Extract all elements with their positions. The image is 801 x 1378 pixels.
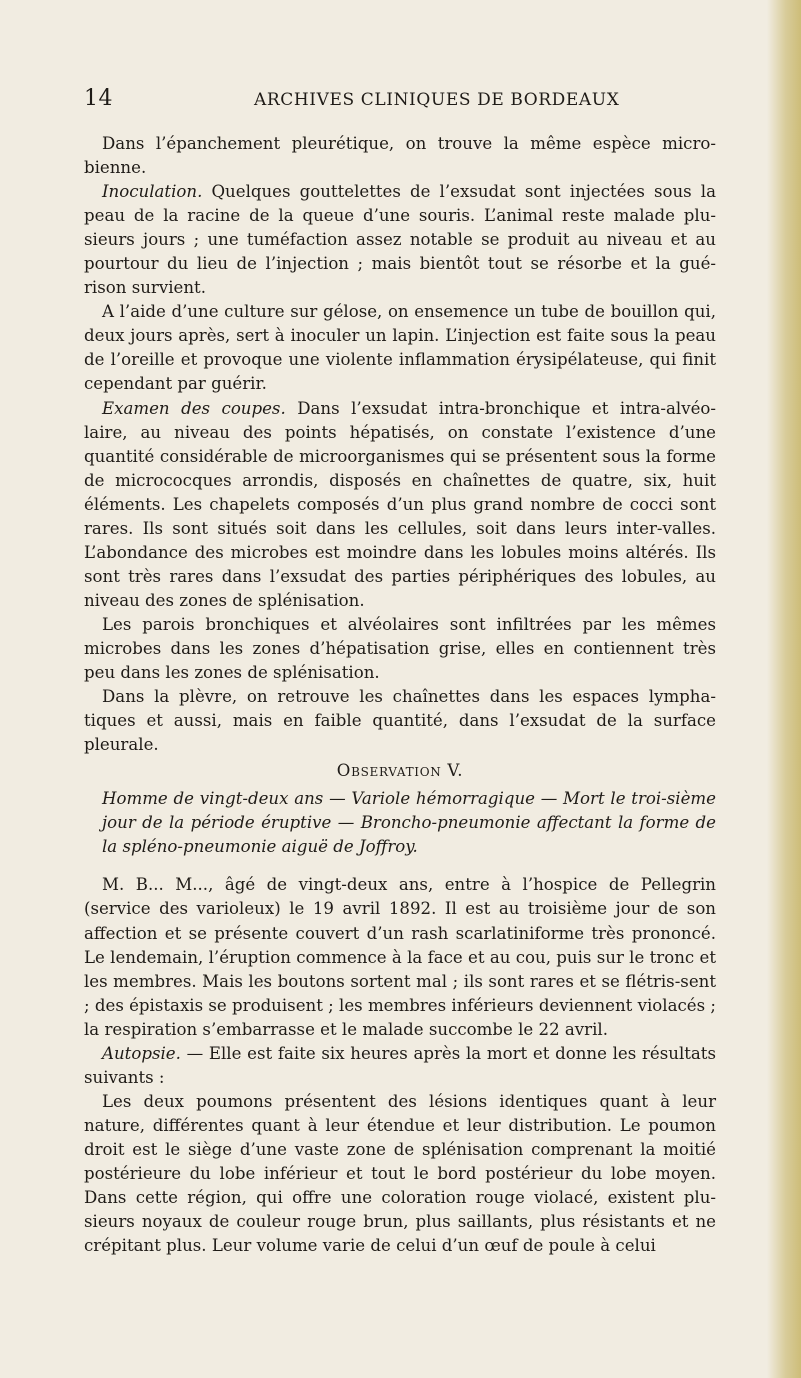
paragraph [84,132,716,180]
paragraph-text: Dans l’exsudat intra-bronchique et intra-alvéo-laire, au niveau des points hépatisés, on constate l’existence d’une quantité considérable de microorganismes qui se présentent sous la forme de micrococques arrondis, disposés en chaînettes de quatre, six, huit éléments. Les chapelets composés d’un plus grand nombre de cocci sont rares. Ils sont situés soit dans les cellules, soit dans leurs inter-valles. L’abondance des microbes est moindre dans les lobules moins altérés. Ils sont très rares dans l’exsudat des parties périphériques des lobules, au niveau des zones de splénisation. [84,398,716,610]
paragraph-text: Les parois bronchiques et alvéolaires sont infiltrées par les mêmes microbes dans les zones d’hépatisation grise, elles en contiennent très peu dans les zones de splénisation. [84,614,716,683]
paragraph [84,685,716,757]
paragraph [84,873,716,1041]
page-header [84,86,719,116]
paragraph [84,397,716,613]
observation-subtitle: Homme de vingt-deux ans — Variole hémorragique — Mort le troi-sième jour de la période éruptive — Broncho-pneumonie affectant la forme de la spléno-pneumonie aiguë de Joffroy. [102,789,716,857]
paragraph-lead: Inoculation. [102,182,203,202]
paragraph-text: Quelques gouttelettes de l’exsudat sont injectées sous la peau de la racine de la queue d’une souris. L’animal reste malade plu-sieurs jours ; une tuméfaction assez notable se produit au niveau et au pourtour du lieu de l’injection ; mais bientôt tout se résorbe et la gué-rison survient. [84,182,716,298]
running-title: ARCHIVES CLINIQUES DE BORDEAUX [254,90,620,110]
paragraph [84,300,716,396]
paragraph-lead: Autopsie. [102,1043,181,1063]
paragraph-text: Dans l’épanchement pleurétique, on trouve la même espèce micro-bienne. [84,134,716,178]
paragraph-text: — Elle est faite six heures après la mort et donne les résultats suivants : [84,1043,716,1087]
paragraph [84,1090,716,1258]
paragraph [84,613,716,685]
page-number: 14 [84,86,113,111]
paragraph-text: Dans la plèvre, on retrouve les chaînettes dans les espaces lympha-tiques et aussi, mais en faible quantité, dans l’exsudat de la surface pleurale. [84,687,716,755]
paragraph [84,1042,716,1090]
paragraph-lead: Examen des coupes. [102,398,286,418]
paragraph-text: M. B... M..., âgé de vingt-deux ans, entre à l’hospice de Pellegrin (service des varioleux) le 19 avril 1892. Il est au troisième jour de son affection et se présente couvert d’un rash scarlatiniforme très prononcé. Le lendemain, l’éruption commence à la face et au cou, puis sur le tronc et les membres. Mais les boutons sortent mal ; ils sont rares et se flétris-sent ; des épistaxis se produisent ; les membres inférieurs deviennent violacés ; la respiration s’embarrasse et le malade succombe le 22 avril. [84,875,716,1039]
paragraph-text: Les deux poumons présentent des lésions identiques quant à leur nature, différentes quant à leur étendue et leur distribution. Le poumon droit est le siège d’une vaste zone de splénisation comprenant la moitié postérieure du lobe inférieur et tout le bord postérieur du lobe moyen. Dans cette région, qui offre une coloration rouge violacé, existent plu-sieurs noyaux de couleur rouge brun, plus saillants, plus résistants et ne crépitant plus. Leur volume varie de celui d’un œuf de poule à celui [84,1091,716,1256]
paragraph-text: A l’aide d’une culture sur gélose, on ensemence un tube de bouillon qui, deux jours après, sert à inoculer un lapin. L’injection est faite sous la peau de l’oreille et provoque une violente inflammation érysipélateuse, qui finit cependant par guérir. [84,302,716,394]
body-text [84,132,716,1258]
page-edge-shadow [767,0,801,1378]
observation-heading: Observation V. [336,761,464,781]
paragraph [84,180,716,300]
